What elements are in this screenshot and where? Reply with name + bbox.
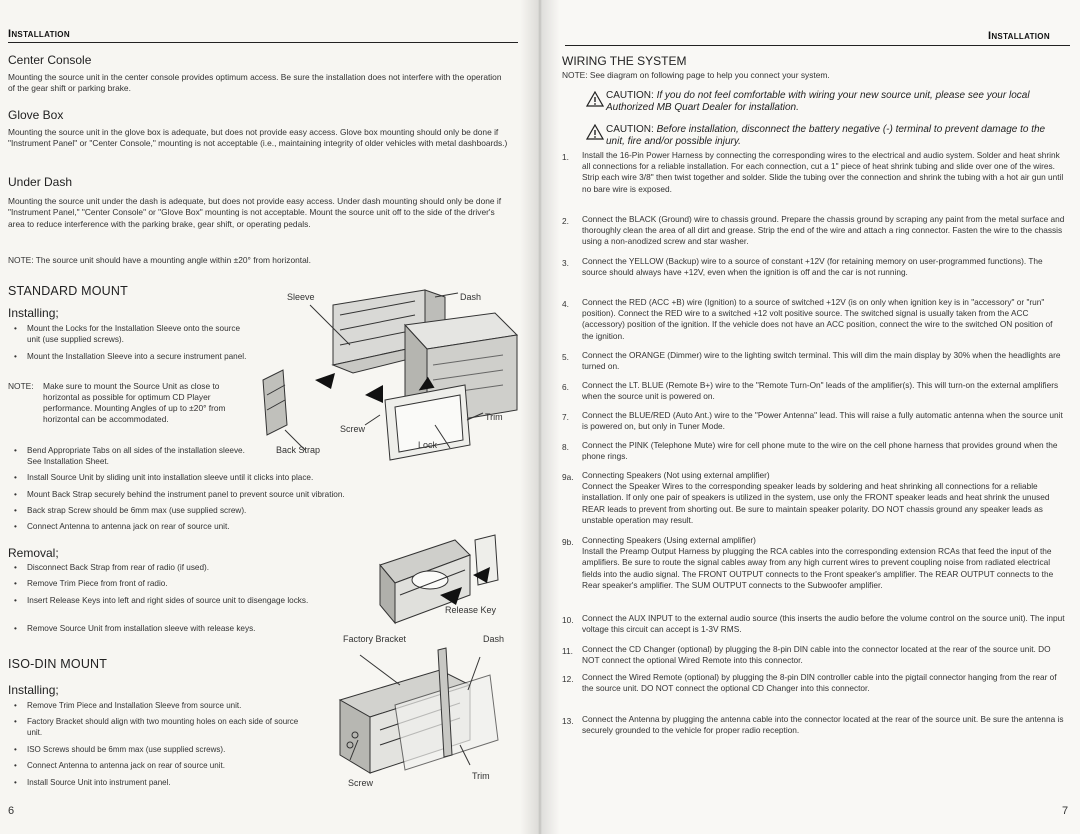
standard-note-text: Make sure to mount the Source Unit as close to horizontal as possible for optimum CD Player performance. Mounting Angles of up to ±20° from horizontal can be accommodated.: [43, 381, 226, 424]
step-text: Connect the AUX INPUT to the external audio source (this inserts the audio before the volume control on the source unit). The input voltage this circuit can accept is 1-3V RMS.: [582, 613, 1065, 635]
angle-note: NOTE: The source unit should have a mounting angle within ±20° from horizontal.: [8, 255, 311, 265]
step-text: Connect the CD Changer (optional) by plugging the 8-pin DIN cable into the connector located at the rear of the source unit. DO NOT connect the optional Wired Remote into this connector.: [582, 644, 1051, 666]
warning-triangle-icon: [586, 91, 604, 107]
step-number: 13.: [562, 716, 574, 726]
page-number-left: 6: [8, 805, 15, 817]
label-trim-iso: Trim: [472, 771, 490, 781]
label-sleeve: Sleeve: [287, 292, 315, 302]
glove-box-heading: Glove Box: [8, 108, 64, 122]
removal-bullet: • Remove Trim Piece from front of radio.: [27, 579, 327, 590]
caution-2-label: CAUTION:: [606, 124, 654, 135]
step-text: Connecting Speakers (Not using external amplifier) Connect the Speaker Wires to the corresponding speaker leads by soldering and heat shrinking all connections for a reliable installation. If only one pair of speakers is utilized in the system, use only the FRONT speaker leads and heat shrink the unused REAR leads to prevent from shorting out. Be sure to maintain speaker polarity. DO NOT chassis ground any speaker leads as unstable operation may result.: [582, 470, 1050, 525]
glove-box-body: Mounting the source unit in the glove box is adequate, but does not provide easy access. Glove box mounting should only be done if "Instrument Panel" or "Center Console," mounting is not acceptable (i.e., maintaining integrity of older vehicles with metal dashboards.): [8, 127, 508, 149]
standard-bullet: • Back strap Screw should be 6mm max (use supplied screw).: [27, 506, 487, 517]
standard-mount-diagram: [255, 285, 525, 470]
removal-bullet: • Disconnect Back Strap from rear of radio (if used).: [27, 563, 327, 574]
iso-din-diagram: [320, 645, 520, 785]
wiring-note: NOTE: See diagram on following page to help you connect your system.: [562, 70, 830, 80]
iso-bullet: • ISO Screws should be 6mm max (use supplied screws).: [27, 745, 317, 756]
step-number: 7.: [562, 412, 569, 422]
iso-installing-heading: Installing;: [8, 683, 59, 697]
page-number-right: 7: [1062, 805, 1069, 817]
right-header-rule: [565, 45, 1070, 46]
removal-bullet: • Insert Release Keys into left and right sides of source unit to disengage locks.: [27, 596, 367, 607]
caution-2-text: Before installation, disconnect the battery negative (-) terminal to prevent damage to the unit, fire and/or possible injury.: [606, 124, 1046, 147]
standard-bullet: • Mount the Locks for the Installation Sleeve onto the source unit (use supplied screws).: [27, 324, 247, 345]
iso-bullet: • Remove Trim Piece and Installation Sleeve from source unit.: [27, 701, 317, 712]
center-console-body: Mounting the source unit in the center console provides optimum access. Be sure the installation does not interfere with the operation of the gear shift or parking brake.: [8, 72, 502, 94]
label-screw-iso: Screw: [348, 778, 374, 788]
label-lock: Lock: [418, 440, 438, 450]
iso-bullet: • Install Source Unit into instrument panel.: [27, 778, 317, 789]
caution-1-label: CAUTION:: [606, 90, 654, 101]
step-text: Connect the LT. BLUE (Remote B+) wire to the "Remote Turn-On" leads of the amplifier(s). This will turn-on the external amplifiers when the source unit is powered on.: [582, 380, 1059, 402]
under-dash-body: Mounting the source unit under the dash is adequate, but does not provide easy access. Under dash mounting should only be done if "Instrument Panel," "Center Console" or "Glove Box" mounting is not acceptable. Mount the source unit off to the side of the driver's area to reduce interference with the parking brake, gear shift, or operating pedals.: [8, 196, 502, 229]
standard-bullet: • Mount Back Strap securely behind the instrument panel to prevent source unit vibration.: [27, 490, 487, 501]
standard-installing-heading: Installing;: [8, 306, 59, 320]
label-screw: Screw: [340, 424, 366, 434]
label-trim: Trim: [485, 412, 503, 422]
step-number: 6.: [562, 382, 569, 392]
left-header-rule: [8, 42, 518, 43]
step-number: 9b.: [562, 537, 574, 547]
iso-bullet: • Factory Bracket should align with two mounting holes on each side of source unit.: [27, 717, 307, 738]
removal-heading: Removal;: [8, 546, 59, 560]
warning-triangle-icon: [586, 124, 604, 140]
removal-bullet: • Remove Source Unit from installation sleeve with release keys.: [27, 624, 317, 635]
standard-bullet: • Connect Antenna to antenna jack on rear of source unit.: [27, 522, 487, 533]
step-number: 1.: [562, 152, 569, 162]
step-number: 4.: [562, 299, 569, 309]
caution-1: [606, 90, 1066, 114]
step-number: 5.: [562, 352, 569, 362]
iso-bullet: • Connect Antenna to antenna jack on rear of source unit.: [27, 761, 317, 772]
standard-bullet: • Install Source Unit by sliding unit into installation sleeve until it clicks into place.: [27, 473, 487, 484]
center-console-heading: Center Console: [8, 53, 92, 67]
caution-2: [606, 124, 1066, 148]
step-text: Connect the PINK (Telephone Mute) wire for cell phone mute to the wire on the cell phone harness that provides ground when the phone rings.: [582, 440, 1058, 462]
step-number: 8.: [562, 442, 569, 452]
right-header-title: Installation: [988, 30, 1050, 42]
step-text: Connect the Antenna by plugging the antenna cable into the connector located at the rear of the source unit. Be sure the antenna is securely grounded to the vehicle for proper radio reception.: [582, 714, 1064, 736]
standard-mount-heading: STANDARD MOUNT: [8, 284, 128, 298]
standard-bullet: • Bend Appropriate Tabs on all sides of the installation sleeve. See Installation Sheet.: [27, 446, 247, 467]
step-text: Connect the RED (ACC +B) wire (Ignition) to a source of switched +12V (is on only when ignition key is in "accessory" or "run" position). Connect the RED wire to a switched +12 volt positive source. The switched signal is usually taken from the ACC (accessory) position of the ignition. If the vehicle does not have an ACC position, connect the wire to the switched ON position of the ignition.: [582, 297, 1053, 341]
step-number: 3.: [562, 258, 569, 268]
step-number: 11.: [562, 646, 573, 656]
wiring-heading: WIRING THE SYSTEM: [562, 54, 687, 68]
step-text: Connect the Wired Remote (optional) by plugging the 8-pin DIN controller cable into the pigtail connector hanging from the rear of the source unit. DO NOT connect the optional CD Changer into this connector.: [582, 672, 1057, 694]
step-text: Install the 16-Pin Power Harness by connecting the corresponding wires to the electrical and audio system. Solder and heat shrink all connections for a reliable installation. For each connection, cut a 1" piece of heat shrink tubing and slide over one of the wires. Strip each wire 3/8" then twist together and solder. Slide the tubing over the connection and shrink the tubing with a hot air gun until no bare wire is exposed.: [582, 150, 1064, 194]
step-number: 10.: [562, 615, 574, 625]
label-dash: Dash: [460, 292, 482, 302]
step-text: Connect the ORANGE (Dimmer) wire to the lighting switch terminal. This will dim the main display by 30% when the headlights are turned on.: [582, 350, 1061, 372]
label-release-key: Release Key: [445, 605, 497, 615]
caution-1-text: If you do not feel comfortable with wiring your new source unit, please see your local Authorized MB Quart Dealer for installation.: [606, 90, 1030, 113]
label-back-strap: Back Strap: [276, 445, 321, 455]
standard-bullet: • Mount the Installation Sleeve into a secure instrument panel.: [27, 352, 247, 363]
iso-din-heading: ISO-DIN MOUNT: [8, 657, 108, 671]
under-dash-heading: Under Dash: [8, 175, 73, 189]
step-text: Connect the YELLOW (Backup) wire to a source of constant +12V (for retaining memory on user-programmed functions). The source should always have +12V, even when the ignition is off and the car is not running.: [582, 256, 1043, 278]
step-text: Connect the BLACK (Ground) wire to chassis ground. Prepare the chassis ground by scraping any paint from the metal surface and thoroughly clean the area of all dirt and grease. Strip the end of the wire and attach a ring connector. Fasten the wire to the chassis using a non-anodized screw and star washer.: [582, 214, 1065, 247]
right-page: [540, 0, 1080, 834]
step-number: 12.: [562, 674, 574, 684]
book-gutter: [520, 0, 560, 834]
step-number: 9a.: [562, 472, 574, 482]
step-text: Connecting Speakers (Using external amplifier) Install the Preamp Output Harness by plugging the RCA cables into the corresponding extension RCAs that feed the input of the amplifiers. Be sure to route the signal cables away from any high current wires to prevent coupling noise from radiated electrical fields into the audio signal. The FRONT OUTPUT connects to the Front speaker's amplifier. The REAR OUTPUT connects to the Rear speaker's amplifier. The SUM OUTPUT connects to the Subwoofer amplifier.: [582, 535, 1054, 590]
label-dash-iso: Dash: [483, 634, 505, 644]
step-number: 2.: [562, 216, 569, 226]
step-text: Connect the BLUE/RED (Auto Ant.) wire to the "Power Antenna" lead. This will raise a fully automatic antenna when the source unit is powered on, but only in Tuner Mode.: [582, 410, 1063, 432]
standard-note-label: NOTE:: [8, 381, 34, 391]
left-header-title: Installation: [8, 28, 70, 40]
label-factory-bracket: Factory Bracket: [343, 634, 407, 644]
